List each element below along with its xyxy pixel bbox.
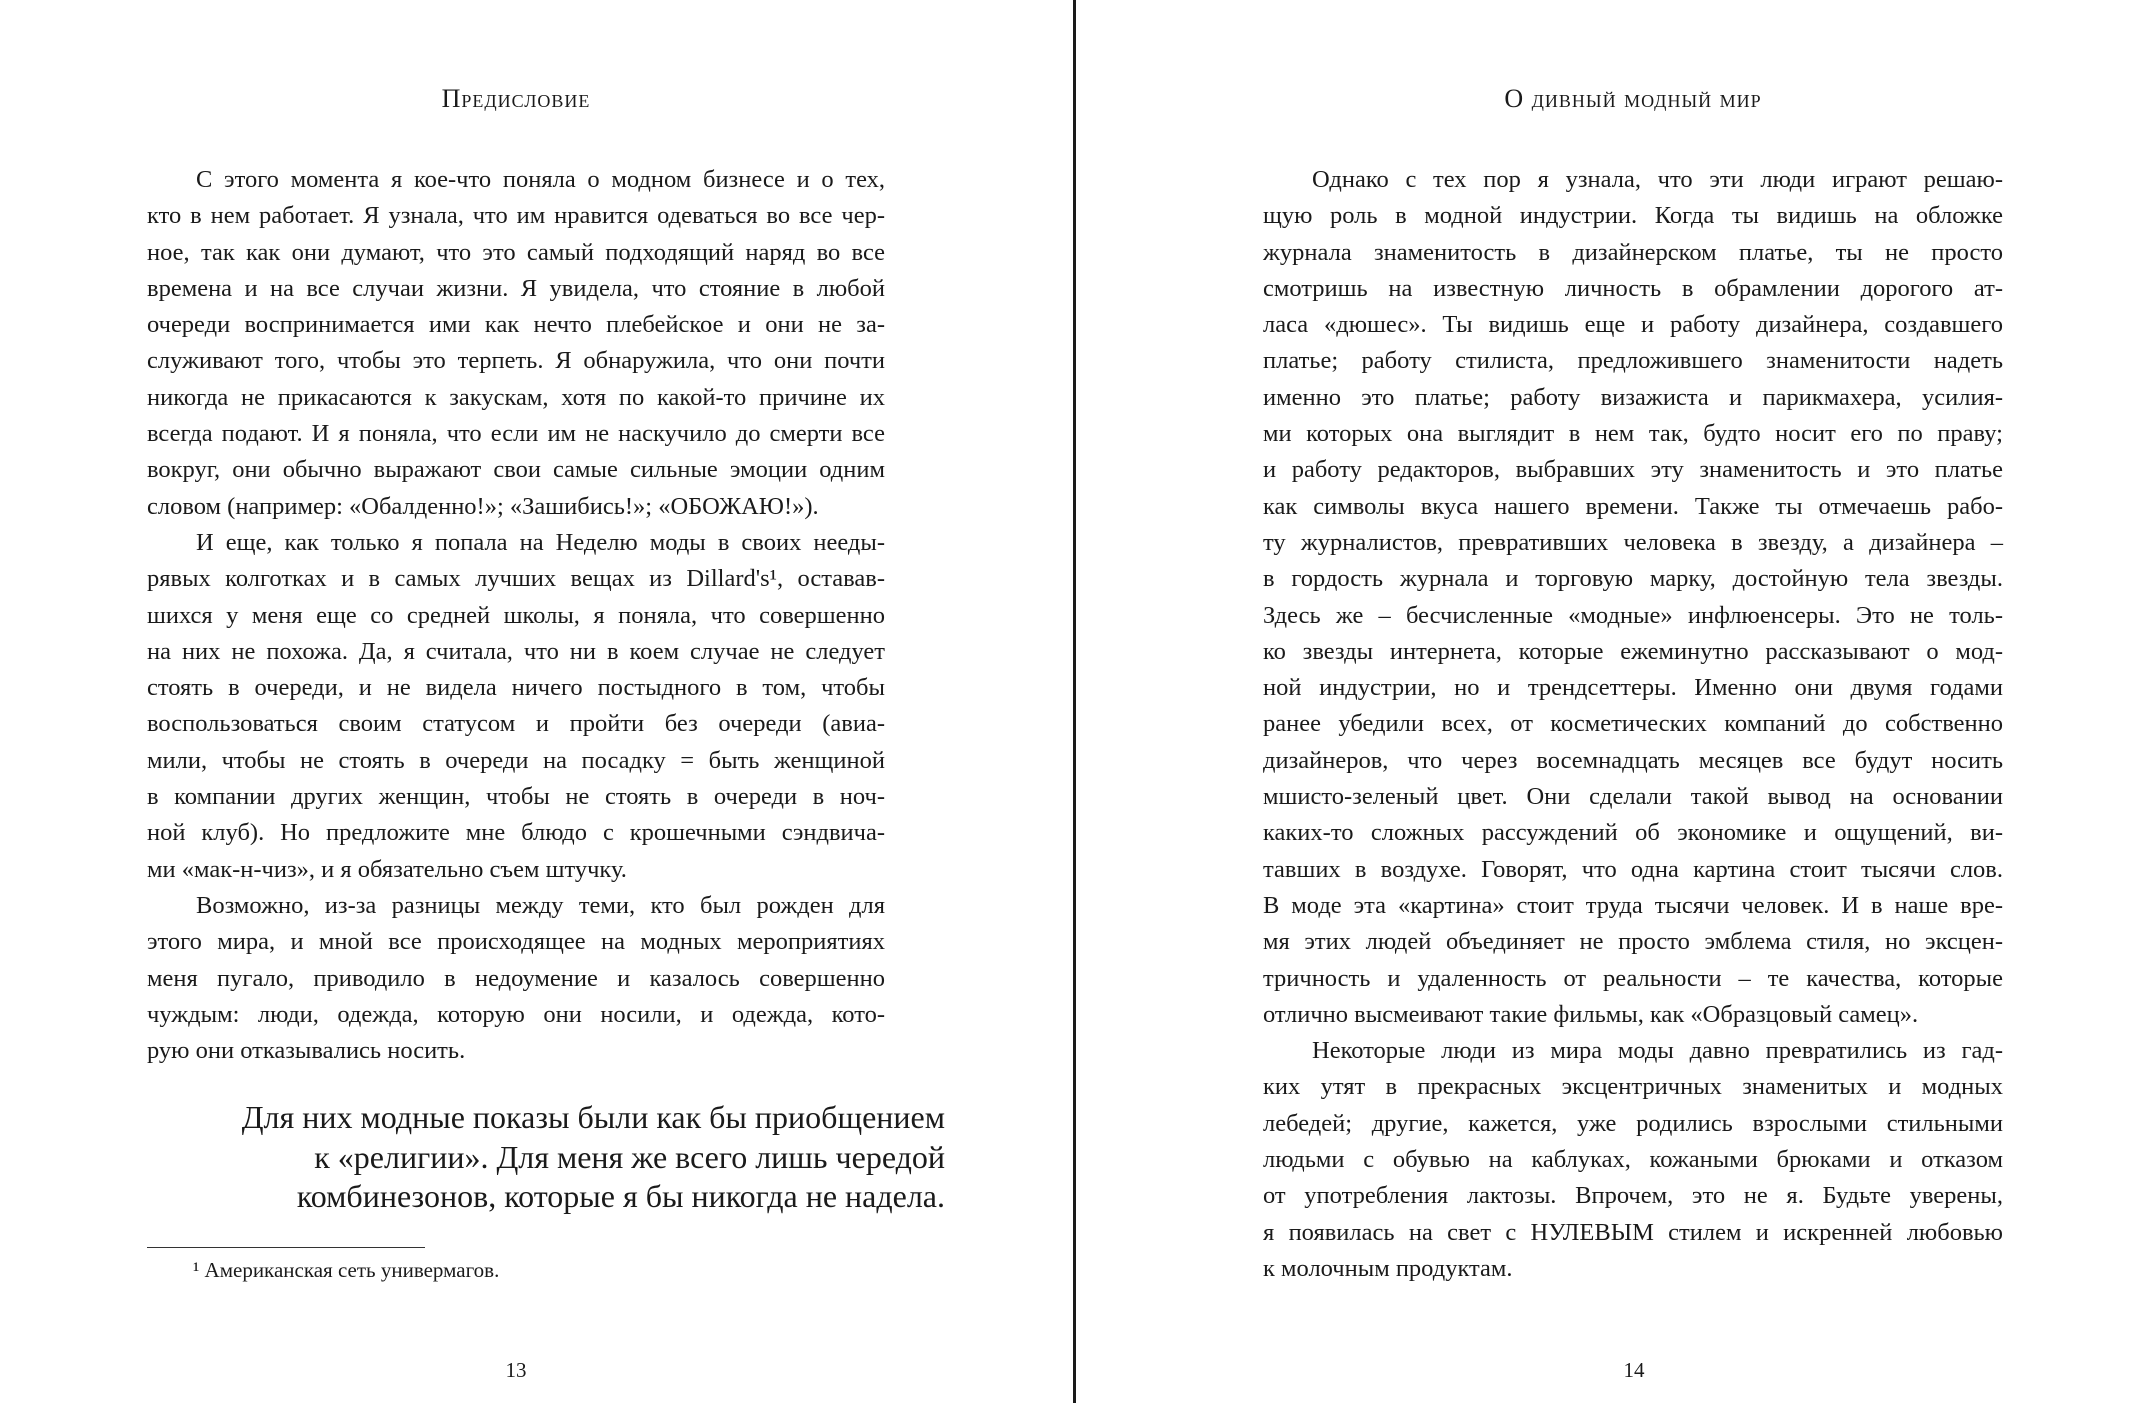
paragraph xyxy=(147,525,885,888)
pull-quote-line: к «религии». Для меня же всего лишь чередой xyxy=(314,1138,945,1175)
text-line: вокруг, они обычно выражают свои самые сильные эмоции одним xyxy=(147,456,885,484)
text-line: смотришь на известную личность в обрамлении дорогого ат- xyxy=(1263,274,2003,302)
text-line: платье; работу стилиста, предложившего знаменитости надеть xyxy=(1263,347,2003,375)
text-line: кто в нем работает. Я узнала, что им нравится одеваться во все чер- xyxy=(147,202,885,230)
text-line: Возможно, из-за разницы между теми, кто был рожден для xyxy=(196,891,885,919)
text-line: людьми с обувью на каблуках, кожаными брюками и отказом xyxy=(1263,1146,2003,1174)
text-line: от употребления лактозы. Впрочем, это не я. Будьте уверены, xyxy=(1263,1182,2003,1210)
text-line: Однако с тех пор я узнала, что эти люди играют решаю- xyxy=(1312,166,2003,193)
text-line: шихся у меня еще со средней школы, я поняла, что совершенно xyxy=(147,601,885,629)
text-line: чуждым: люди, одежда, которую они носили, и одежда, кото- xyxy=(147,1000,885,1028)
text-line: в гордость журнала и торговую марку, достойную тела звезды. xyxy=(1263,565,2003,593)
paragraph xyxy=(1263,162,2003,1033)
pull-quote-line: комбинезонов, которые я бы никогда не надела. xyxy=(296,1178,945,1214)
text-line: мшисто-зеленый цвет. Они сделали такой вывод на основании xyxy=(1263,783,2003,811)
text-line: рявых колготках и в самых лучших вещах из Dillard's¹, оставав- xyxy=(147,565,885,593)
footnote-rule xyxy=(147,1247,425,1248)
text-line: тричность и удаленность от реальности – те качества, которые xyxy=(1263,964,2003,992)
text-line: мили, чтобы не стоять в очереди на посадку = быть женщиной xyxy=(147,746,885,774)
text-line: тавших в воздухе. Говорят, что одна картина стоит тысячи слов. xyxy=(1263,855,2003,883)
text-line: дизайнеров, что через восемнадцать месяцев все будут носить xyxy=(1263,746,2003,774)
footnote: ¹ Американская сеть универмагов. xyxy=(193,1258,500,1282)
text-line: служивают того, чтобы это терпеть. Я обнаружила, что они почти xyxy=(147,347,885,375)
text-line: в компании других женщин, чтобы не стоять в очереди в ноч- xyxy=(147,783,885,811)
paragraph xyxy=(147,162,885,525)
text-line: ту журналистов, превративших человека в звезду, а дизайнера – xyxy=(1263,528,2003,556)
text-line: ной клуб). Но предложите мне блюдо с крошечными сэндвича- xyxy=(147,819,885,847)
text-line: именно это платье; работу визажиста и парикмахера, усилия- xyxy=(1263,383,2003,411)
text-line: отлично высмеивают такие фильмы, как «Образцовый самец». xyxy=(1263,1000,1919,1028)
text-line: я появилась на свет с НУЛЕВЫМ стилем и искренней любовью xyxy=(1263,1218,2003,1246)
text-line: ранее убедили всех, от косметических компаний до собственно xyxy=(1263,710,2003,738)
text-line: лебедей; другие, кажется, уже родились взрослыми стильными xyxy=(1263,1109,2003,1137)
pull-quote xyxy=(150,1098,945,1217)
pull-quote-line: Для них модные показы были как бы приобщением xyxy=(241,1099,945,1135)
text-line: всегда подают. И я поняла, что если им не наскучило до смерти все xyxy=(147,420,885,448)
text-line: ное, так как они думают, что это самый подходящий наряд во все xyxy=(147,238,885,266)
text-line: И еще, как только я попала на Неделю моды в своих нееды- xyxy=(196,528,885,556)
page-gutter-divider xyxy=(1073,0,1076,1403)
text-line: меня пугало, приводило в недоумение и казалось совершенно xyxy=(147,964,885,992)
paragraph xyxy=(1263,1033,2003,1287)
text-line: ной индустрии, но и трендсеттеры. Именно они двумя годами xyxy=(1263,674,2003,702)
text-line: никогда не прикасаются к закускам, хотя по какой-то причине их xyxy=(147,383,885,411)
text-line: ко звезды интернета, которые ежеминутно рассказывают о мод- xyxy=(1263,637,2003,665)
text-line: Некоторые люди из мира моды давно превратились из гад- xyxy=(1312,1037,2003,1065)
text-line: мя этих людей объединяет не просто эмблема стиля, но эксцен- xyxy=(1263,928,2003,956)
text-line: С этого момента я кое-что поняла о модном бизнесе и о тех, xyxy=(196,166,885,193)
text-line: очереди воспринимается ими как нечто плебейское и они не за- xyxy=(147,311,885,339)
text-line: и работу редакторов, выбравших эту знаменитость и это платье xyxy=(1263,456,2003,484)
text-line: ласа «дюшес». Ты видишь еще и работу дизайнера, создавшего xyxy=(1263,311,2003,339)
text-line: щую роль в модной индустрии. Когда ты видишь на обложке xyxy=(1263,202,2003,230)
text-line: как символы вкуса нашего времени. Также ты отмечаешь рабо- xyxy=(1263,492,2003,520)
text-line: ми «мак-н-чиз», и я обязательно съем штучку. xyxy=(147,855,627,883)
text-line: воспользоваться своим статусом и пройти без очереди (авиа- xyxy=(147,710,885,738)
text-line: словом (например: «Обалденно!»; «Зашибись!»; «ОБОЖАЮ!»). xyxy=(147,492,819,520)
left-body-text xyxy=(147,162,885,1069)
text-line: стоять в очереди, и не видела ничего постыдного в том, чтобы xyxy=(147,674,885,702)
paragraph xyxy=(147,888,885,1069)
text-line: В моде эта «картина» стоит труда тысячи человек. И в наше вре- xyxy=(1263,891,2003,919)
text-line: этого мира, и мной все происходящее на модных мероприятиях xyxy=(147,928,885,956)
text-line: ми которых она выглядит в нем так, будто носит его по праву; xyxy=(1263,420,2003,448)
text-line: Здесь же – бесчисленные «модные» инфлюенсеры. Это не толь- xyxy=(1263,601,2003,629)
running-head-left: Предисловие xyxy=(441,84,591,113)
running-head-right: О дивный модный мир xyxy=(1504,84,1762,113)
text-line: журнала знаменитость в дизайнерском платье, ты не просто xyxy=(1263,238,2003,266)
text-line: рую они отказывались носить. xyxy=(147,1037,466,1065)
right-body-text xyxy=(1263,162,2003,1287)
text-line: ких утят в прекрасных эксцентричных знаменитых и модных xyxy=(1263,1073,2003,1101)
text-line: времена и на все случаи жизни. Я увидела, что стояние в любой xyxy=(147,274,885,302)
page-number-right: 14 xyxy=(1623,1358,1645,1382)
page-number-left: 13 xyxy=(505,1358,527,1382)
text-line: к молочным продуктам. xyxy=(1263,1254,1513,1282)
text-line: на них не похожа. Да, я считала, что ни в коем случае не следует xyxy=(147,637,885,665)
text-line: каких-то сложных рассуждений об экономике и ощущений, ви- xyxy=(1263,819,2003,847)
